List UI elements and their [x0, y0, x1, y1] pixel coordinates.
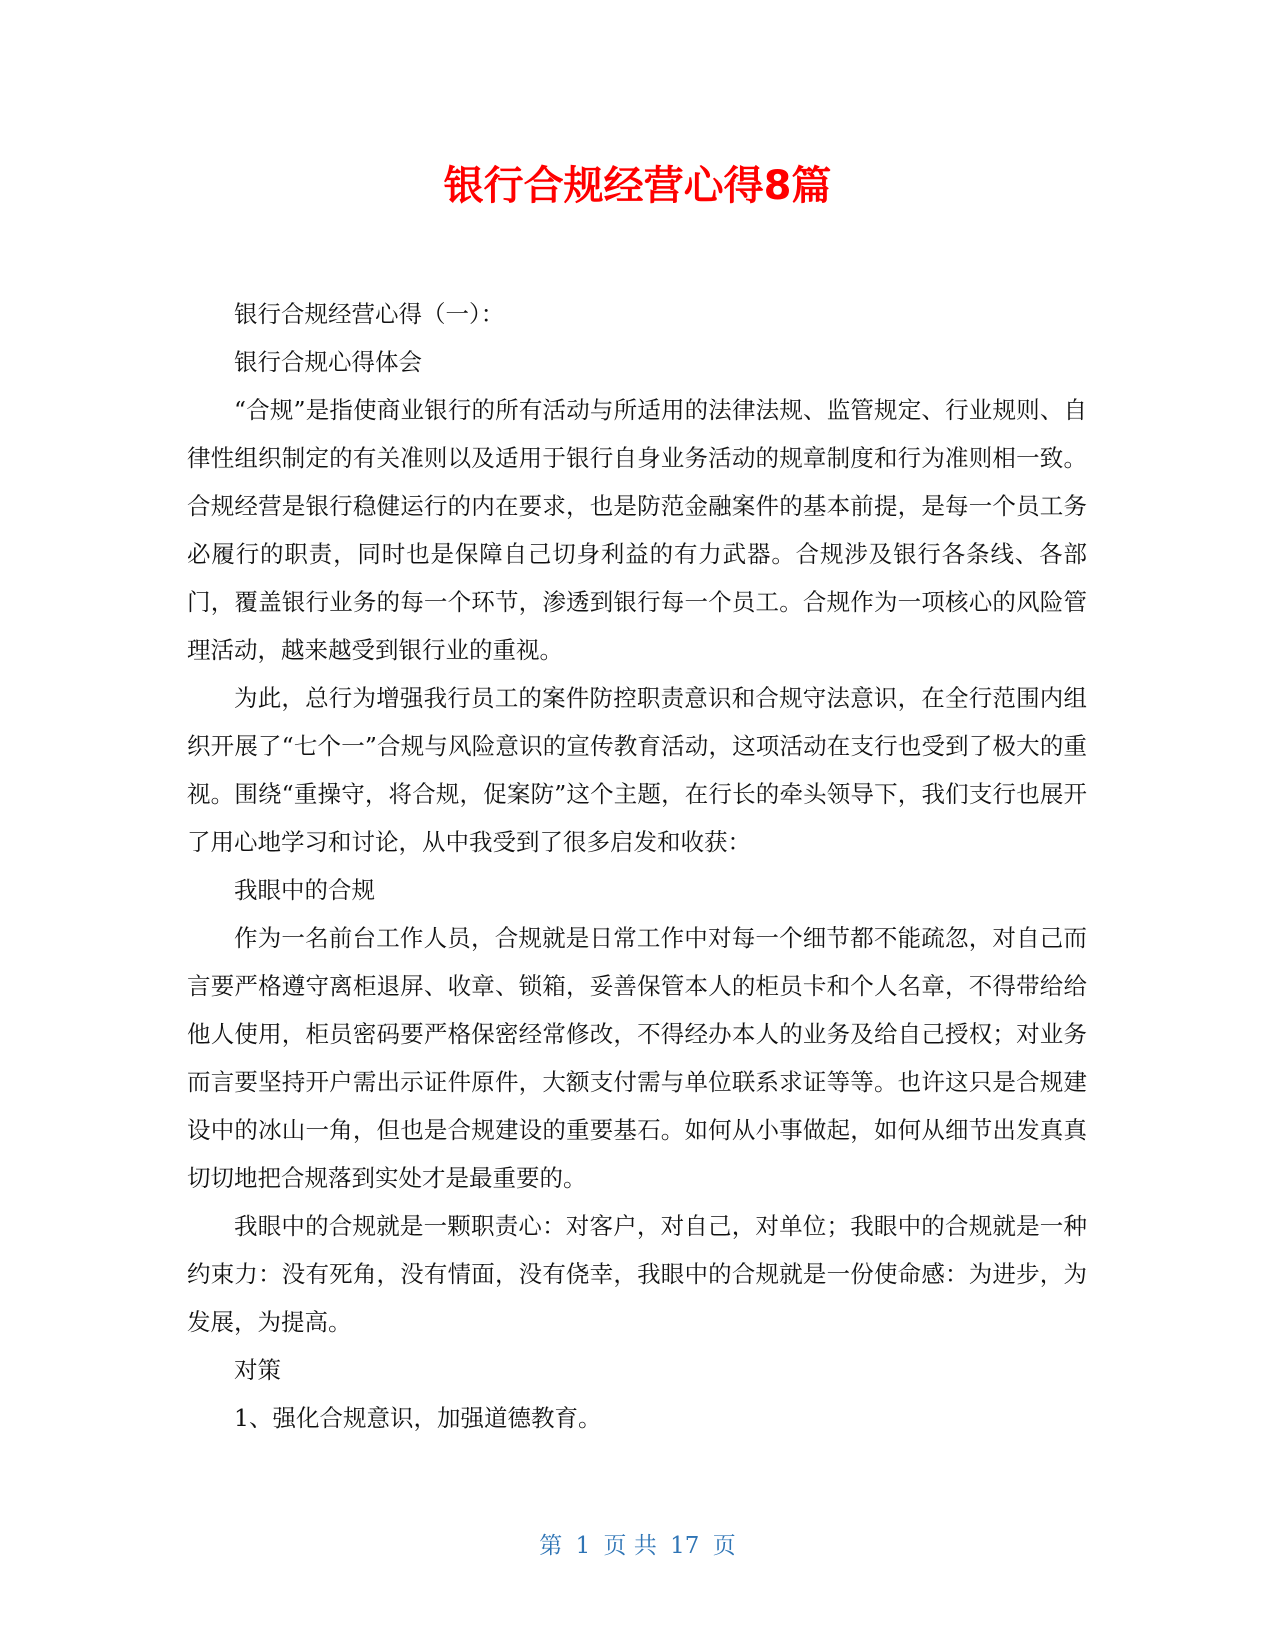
subheading: 对策 [234, 1356, 281, 1384]
subheading: 我眼中的合规 [234, 876, 375, 904]
footer-suffix: 页 [712, 1533, 736, 1559]
document-body [187, 290, 1087, 1442]
paragraph: 作为一名前台工作人员，合规就是日常工作中对每一个细节都不能疏忽，对自己而言要严格遵守离柜退屏、收章、锁箱，妥善保管本人的柜员卡和个人名章，不得带给给他人使用，柜员密码要严格保密经常修改，不得经办本人的业务及给自己授权；对业务而言要坚持开户需出示证件原件，大额支付需与单位联系求证等等。也许这只是合规建设中的冰山一角，但也是合规建设的重要基石。如何从小事做起，如何从细节出发真真切切地把合规落到实处才是最重要的。 [187, 924, 1087, 1192]
current-page-number: 1 [575, 1533, 591, 1559]
subheading: 银行合规心得体会 [234, 348, 422, 376]
footer-prefix: 第 [539, 1533, 563, 1559]
section-heading: 银行合规经营心得（一）： [234, 300, 505, 328]
page-footer [0, 1531, 1275, 1561]
document-title: 银行合规经营心得8篇 [443, 163, 832, 209]
footer-middle: 页 共 [603, 1533, 657, 1559]
paragraph: “合规”是指使商业银行的所有活动与所适用的法律法规、监管规定、行业规则、自律性组织制定的有关准则以及适用于银行自身业务活动的规章制度和行为准则相一致。合规经营是银行稳健运行的内在要求，也是防范金融案件的基本前提，是每一个员工务必履行的职责，同时也是保障自己切身利益的有力武器。合规涉及银行各条线、各部门，覆盖银行业务的每一个环节，渗透到银行每一个员工。合规作为一项核心的风险管理活动，越来越受到银行业的重视。 [187, 396, 1087, 664]
list-item: 1、强化合规意识，加强道德教育。 [234, 1404, 602, 1432]
total-pages-number: 17 [670, 1533, 700, 1559]
paragraph: 为此，总行为增强我行员工的案件防控职责意识和合规守法意识，在全行范围内组织开展了“七个一”合规与风险意识的宣传教育活动，这项活动在支行也受到了极大的重视。围绕“重操守，将合规，促案防”这个主题，在行长的牵头领导下，我们支行也展开了用心地学习和讨论，从中我受到了很多启发和收获： [187, 684, 1087, 856]
paragraph: 我眼中的合规就是一颗职责心：对客户，对自己，对单位；我眼中的合规就是一种约束力：没有死角，没有情面，没有侥幸，我眼中的合规就是一份使命感：为进步，为发展，为提高。 [187, 1212, 1087, 1336]
